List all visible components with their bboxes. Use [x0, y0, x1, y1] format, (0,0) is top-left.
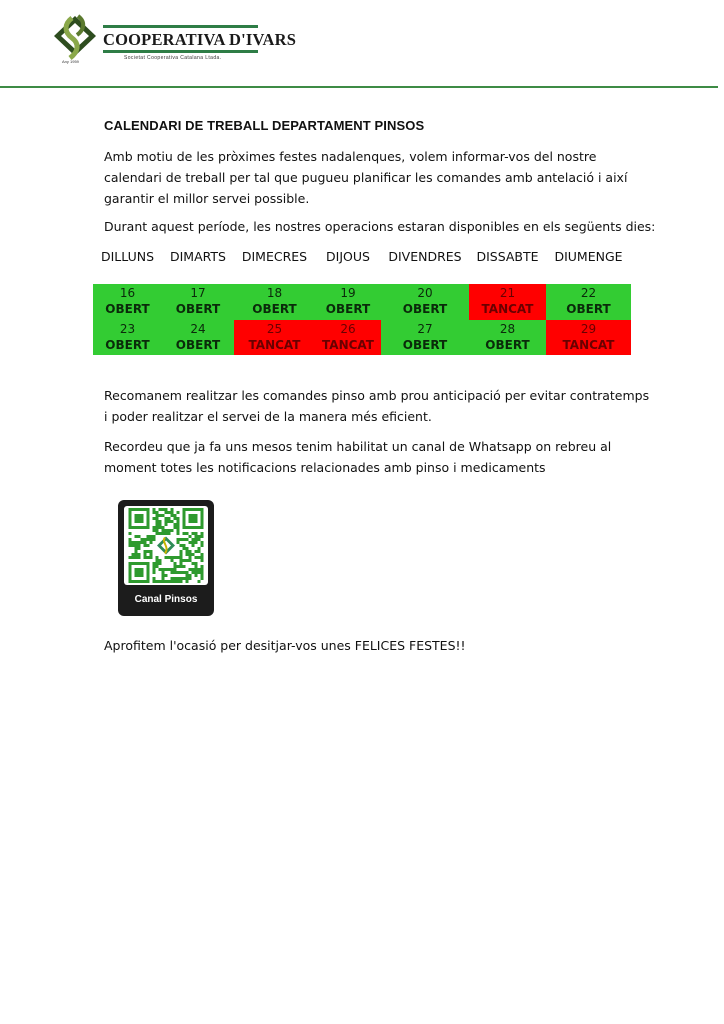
- qr-module: [153, 535, 156, 538]
- calendar-cell: [234, 320, 315, 356]
- qr-module: [135, 541, 138, 544]
- qr-module: [153, 517, 156, 520]
- day-status: OBERT: [402, 302, 448, 316]
- qr-module: [150, 553, 153, 556]
- day-number: 29: [580, 321, 597, 336]
- qr-module: [138, 553, 141, 556]
- qr-module: [198, 535, 201, 538]
- qr-module: [186, 550, 189, 553]
- day-status: TANCAT: [322, 337, 374, 352]
- day-number: 19: [340, 286, 356, 300]
- qr-module: [177, 541, 180, 544]
- qr-module: [183, 547, 186, 550]
- qr-module: [171, 514, 174, 517]
- qr-module: [171, 577, 174, 580]
- qr-module: [198, 568, 201, 571]
- logo-subtitle: Societat Cooperativa Catalana Ltada.: [124, 55, 222, 61]
- qr-module: [186, 580, 189, 583]
- qr-module: [159, 568, 162, 571]
- weekday-header-row: [93, 249, 631, 267]
- qr-module: [189, 541, 192, 544]
- day-status: TANCAT: [562, 337, 615, 352]
- qr-module: [144, 550, 147, 553]
- qr-module: [174, 517, 177, 520]
- qr-module: [180, 577, 183, 580]
- qr-module: [201, 535, 204, 538]
- qr-module: [132, 544, 135, 547]
- weekday-label: DIMARTS: [170, 249, 226, 264]
- qr-module: [183, 565, 186, 568]
- qr-module: [129, 544, 132, 547]
- document-title: CALENDARI DE TREBALL DEPARTAMENT PINSOS: [104, 118, 425, 133]
- qr-module: [162, 571, 165, 574]
- calendar-cell: [93, 284, 162, 320]
- qr-module: [156, 517, 159, 520]
- qr-module: [171, 580, 174, 583]
- day-status: OBERT: [105, 337, 150, 352]
- day-status: TANCAT: [481, 302, 534, 316]
- qr-module: [153, 529, 156, 532]
- qr-module: [144, 541, 147, 544]
- qr-module: [195, 568, 198, 571]
- calendar-cell: [546, 284, 631, 320]
- qr-module: [183, 544, 186, 547]
- qr-module: [168, 568, 171, 571]
- qr-module: [156, 532, 159, 535]
- qr-module: [198, 550, 201, 553]
- qr-module: [129, 538, 132, 541]
- qr-module: [162, 508, 165, 511]
- qr-module: [189, 577, 192, 580]
- qr-module: [159, 580, 162, 583]
- qr-module: [186, 574, 189, 577]
- qr-module: [144, 556, 147, 559]
- cooperative-logo-icon: [50, 14, 100, 60]
- calendar-cell: [546, 320, 631, 356]
- qr-module: [162, 529, 165, 532]
- qr-module: [165, 529, 168, 532]
- qr-module: [135, 547, 138, 550]
- qr-module: [162, 526, 165, 529]
- qr-module: [138, 541, 141, 544]
- qr-module: [147, 538, 150, 541]
- qr-module: [162, 574, 165, 577]
- qr-module: [186, 538, 189, 541]
- qr-module: [201, 568, 204, 571]
- calendar-cell: [469, 284, 546, 320]
- qr-module: [156, 520, 159, 523]
- day-number: 23: [119, 321, 136, 336]
- qr-module: [198, 547, 201, 550]
- qr-module: [198, 580, 201, 583]
- qr-module: [153, 571, 156, 574]
- closing-paragraph: Aprofitem l'ocasió per desitjar-vos unes FELICES FESTES!!: [104, 638, 466, 653]
- qr-module: [201, 574, 204, 577]
- qr-module: [138, 535, 141, 538]
- qr-module: [144, 538, 147, 541]
- qr-module: [147, 535, 150, 538]
- qr-module: [192, 568, 195, 571]
- calendar-cell: [162, 284, 234, 320]
- qr-module: [168, 511, 171, 514]
- qr-module: [165, 568, 168, 571]
- logo-name: COOPERATIVA D'IVARS: [103, 30, 297, 49]
- qr-module: [156, 511, 159, 514]
- day-status: OBERT: [402, 337, 448, 352]
- qr-module: [195, 562, 198, 565]
- day-number: 24: [190, 321, 206, 336]
- calendar-cell: [93, 320, 162, 356]
- qr-module: [165, 532, 168, 535]
- qr-module: [201, 556, 204, 559]
- qr-module: [180, 565, 183, 568]
- qr-module: [180, 556, 183, 559]
- qr-module: [195, 541, 198, 544]
- qr-module: [183, 571, 186, 574]
- day-number: 22: [580, 286, 597, 300]
- qr-module: [183, 538, 186, 541]
- qr-module: [174, 565, 177, 568]
- qr-module: [174, 526, 177, 529]
- qr-module: [162, 577, 165, 580]
- qr-module: [156, 556, 159, 559]
- qr-module: [165, 574, 168, 577]
- qr-module: [198, 556, 201, 559]
- qr-module: [201, 541, 204, 544]
- qr-finder: [135, 514, 144, 523]
- qr-module: [153, 538, 156, 541]
- qr-center-logo-icon: [157, 537, 175, 555]
- header-divider: [0, 86, 718, 88]
- qr-module: [198, 538, 201, 541]
- qr-module: [201, 532, 204, 535]
- qr-module: [183, 577, 186, 580]
- qr-module: [186, 571, 189, 574]
- qr-module: [147, 544, 150, 547]
- qr-module: [171, 511, 174, 514]
- qr-module: [165, 520, 168, 523]
- qr-module: [165, 517, 168, 520]
- qr-module: [153, 511, 156, 514]
- qr-module: [168, 517, 171, 520]
- qr-module: [195, 550, 198, 553]
- qr-module: [150, 541, 153, 544]
- qr-module: [150, 538, 153, 541]
- qr-module: [159, 520, 162, 523]
- qr-module: [186, 577, 189, 580]
- qr-module: [159, 508, 162, 511]
- qr-module: [129, 541, 132, 544]
- qr-module: [150, 556, 153, 559]
- qr-module: [183, 559, 186, 562]
- qr-module: [135, 556, 138, 559]
- weekday-label: DIUMENGE: [554, 249, 623, 264]
- qr-module: [147, 556, 150, 559]
- qr-module: [168, 580, 171, 583]
- weekday-label: DIMECRES: [241, 249, 308, 264]
- logo-top-line: [103, 25, 258, 28]
- calendar-cell: [315, 320, 381, 356]
- qr-module: [153, 526, 156, 529]
- day-number: 18: [266, 286, 283, 300]
- qr-module: [195, 574, 198, 577]
- day-status: OBERT: [175, 302, 221, 316]
- recommendation-line-1: Recomanem realitzar les comandes pinso amb prou anticipació per evitar contratemps: [104, 388, 650, 403]
- qr-module: [174, 580, 177, 583]
- qr-finder: [189, 514, 198, 523]
- qr-module: [180, 550, 183, 553]
- qr-module: [171, 556, 174, 559]
- calendar-cell: [381, 284, 469, 320]
- qr-module: [177, 538, 180, 541]
- qr-module: [180, 553, 183, 556]
- qr-module: [153, 562, 156, 565]
- qr-code[interactable]: [124, 506, 208, 585]
- qr-module: [129, 556, 132, 559]
- qr-module: [189, 574, 192, 577]
- qr-module: [156, 514, 159, 517]
- qr-module: [138, 544, 141, 547]
- qr-module: [192, 538, 195, 541]
- qr-module: [156, 565, 159, 568]
- day-number: 26: [340, 321, 356, 336]
- qr-module: [156, 559, 159, 562]
- qr-module: [171, 559, 174, 562]
- qr-module: [153, 580, 156, 583]
- day-number: 21: [499, 286, 516, 300]
- qr-module: [159, 559, 162, 562]
- qr-module: [177, 526, 180, 529]
- qr-module: [171, 520, 174, 523]
- qr-module: [138, 556, 141, 559]
- qr-module: [177, 511, 180, 514]
- day-status: OBERT: [252, 302, 297, 316]
- qr-module: [174, 523, 177, 526]
- qr-module: [180, 562, 183, 565]
- qr-module: [198, 571, 201, 574]
- qr-code-icon: [124, 506, 208, 585]
- qr-module: [189, 553, 192, 556]
- work-calendar: [93, 284, 631, 355]
- qr-module: [189, 559, 192, 562]
- day-status: OBERT: [175, 337, 221, 352]
- qr-module: [195, 571, 198, 574]
- qr-module: [180, 559, 183, 562]
- qr-module: [201, 544, 204, 547]
- day-number: 20: [417, 286, 433, 300]
- calendar-cell: [234, 284, 315, 320]
- qr-module: [153, 568, 156, 571]
- calendar-cell: [315, 284, 381, 320]
- qr-module: [189, 568, 192, 571]
- qr-module: [165, 523, 168, 526]
- qr-module: [132, 556, 135, 559]
- qr-module: [192, 541, 195, 544]
- qr-module: [180, 580, 183, 583]
- qr-module: [171, 529, 174, 532]
- weekday-label: DIVENDRES: [388, 249, 462, 264]
- qr-module: [153, 577, 156, 580]
- qr-module: [156, 526, 159, 529]
- qr-module: [159, 526, 162, 529]
- day-status: TANCAT: [248, 337, 301, 352]
- qr-module: [177, 577, 180, 580]
- logo-year: Any 1959: [62, 59, 79, 64]
- qr-module: [192, 553, 195, 556]
- day-number: 25: [266, 321, 283, 336]
- qr-module: [189, 535, 192, 538]
- logo-bottom-line: [103, 50, 258, 53]
- qr-module: [138, 547, 141, 550]
- qr-module: [177, 565, 180, 568]
- recommendation-line-2: i poder realitzar el servei de la manera més eficient.: [104, 409, 432, 424]
- qr-module: [168, 520, 171, 523]
- qr-module: [165, 556, 168, 559]
- qr-module: [135, 544, 138, 547]
- qr-module: [174, 514, 177, 517]
- qr-module: [180, 544, 183, 547]
- weekday-label: DIJOUS: [326, 249, 370, 264]
- qr-module: [162, 568, 165, 571]
- calendar-cell: [381, 320, 469, 356]
- qr-module: [156, 529, 159, 532]
- qr-finder: [135, 568, 144, 577]
- day-status: OBERT: [485, 337, 530, 352]
- day-status: OBERT: [105, 302, 150, 316]
- qr-module: [174, 562, 177, 565]
- weekday-label: DISSABTE: [476, 249, 539, 264]
- qr-module: [141, 538, 144, 541]
- qr-module: [195, 535, 198, 538]
- qr-module: [201, 571, 204, 574]
- qr-module: [192, 544, 195, 547]
- qr-module: [153, 565, 156, 568]
- qr-module: [192, 571, 195, 574]
- qr-module: [195, 556, 198, 559]
- day-number: 16: [119, 286, 136, 300]
- qr-module: [162, 514, 165, 517]
- qr-module: [201, 577, 204, 580]
- qr-module: [162, 532, 165, 535]
- qr-module: [171, 508, 174, 511]
- qr-module: [165, 508, 168, 511]
- qr-module: [156, 562, 159, 565]
- qr-module: [171, 571, 174, 574]
- qr-module: [189, 550, 192, 553]
- qr-module: [159, 514, 162, 517]
- qr-module: [177, 520, 180, 523]
- qr-module: [159, 523, 162, 526]
- qr-module: [156, 523, 159, 526]
- qr-module: [177, 529, 180, 532]
- qr-module: [177, 532, 180, 535]
- qr-module: [168, 529, 171, 532]
- qr-module: [144, 544, 147, 547]
- qr-module: [135, 535, 138, 538]
- whatsapp-paragraph: Recordeu que ja fa uns mesos tenim habilitat un canal de Whatsapp on rebreu al moment totes les notificacions relacionades amb pinso i medicaments: [104, 439, 612, 475]
- calendar-cell: [162, 320, 234, 356]
- qr-module: [177, 571, 180, 574]
- qr-module: [174, 568, 177, 571]
- qr-module: [177, 556, 180, 559]
- qr-module: [147, 550, 150, 553]
- qr-module: [180, 571, 183, 574]
- qr-module: [156, 580, 159, 583]
- qr-module: [129, 532, 132, 535]
- company-logo: [48, 12, 297, 70]
- qr-module: [165, 511, 168, 514]
- calendar-cell: [469, 320, 546, 356]
- qr-module: [177, 523, 180, 526]
- qr-module: [195, 532, 198, 535]
- qr-module: [192, 532, 195, 535]
- qr-module: [183, 532, 186, 535]
- qr-module: [177, 580, 180, 583]
- qr-module: [192, 562, 195, 565]
- intro-paragraph: Amb motiu de les pròximes festes nadalenques, volem informar-vos del nostre calendari de treball per tal que pugueu planificar les comandes amb antelació i així garantir el millor servei possible.: [104, 149, 628, 206]
- day-status: OBERT: [566, 302, 611, 316]
- qr-module: [174, 577, 177, 580]
- recommendation-paragraph: [104, 385, 650, 427]
- qr-module: [195, 538, 198, 541]
- day-number: 28: [499, 321, 516, 336]
- qr-module: [195, 565, 198, 568]
- qr-module: [171, 568, 174, 571]
- qr-label: Canal Pinsos: [134, 594, 198, 605]
- qr-module: [168, 532, 171, 535]
- qr-module: [186, 532, 189, 535]
- weekday-label: DILLUNS: [100, 249, 155, 264]
- qr-module: [165, 580, 168, 583]
- qr-module: [186, 553, 189, 556]
- whatsapp-qr-card[interactable]: [118, 500, 214, 616]
- qr-module: [159, 562, 162, 565]
- qr-module: [159, 532, 162, 535]
- qr-module: [144, 553, 147, 556]
- qr-module: [177, 517, 180, 520]
- qr-module: [201, 559, 204, 562]
- day-number: 17: [190, 286, 206, 300]
- qr-module: [174, 556, 177, 559]
- qr-module: [180, 538, 183, 541]
- qr-module: [132, 553, 135, 556]
- qr-module: [189, 556, 192, 559]
- qr-module: [186, 547, 189, 550]
- qr-module: [135, 550, 138, 553]
- qr-module: [201, 565, 204, 568]
- qr-module: [135, 553, 138, 556]
- qr-module: [162, 580, 165, 583]
- qr-module: [150, 550, 153, 553]
- day-number: 27: [417, 321, 433, 336]
- qr-module: [201, 553, 204, 556]
- qr-module: [153, 508, 156, 511]
- qr-module: [186, 559, 189, 562]
- qr-module: [174, 571, 177, 574]
- day-status: OBERT: [325, 302, 371, 316]
- qr-module: [168, 556, 171, 559]
- availability-paragraph: Durant aquest període, les nostres operacions estaran disponibles en els següents dies:: [104, 219, 656, 234]
- qr-module: [141, 541, 144, 544]
- qr-module: [150, 535, 153, 538]
- qr-module: [132, 541, 135, 544]
